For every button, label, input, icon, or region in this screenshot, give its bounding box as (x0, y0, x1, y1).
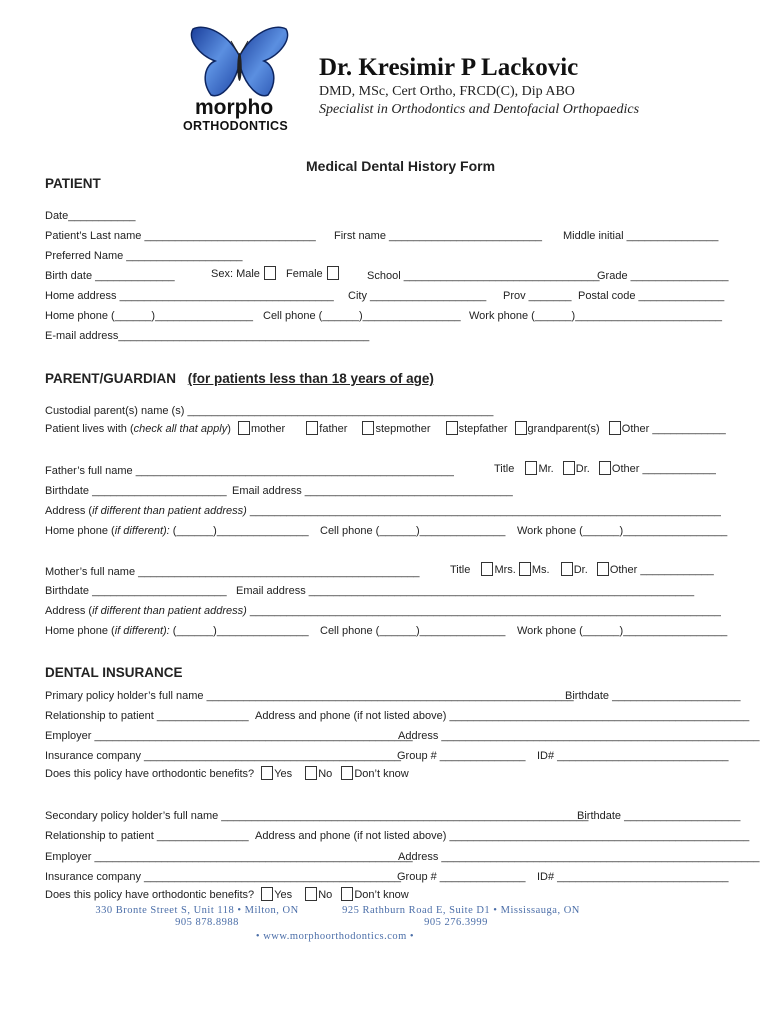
secondary-holder-field[interactable]: Secondary policy holder’s full name ____________________________________________________________ (45, 810, 589, 822)
other-checkbox[interactable] (609, 421, 621, 435)
mother-birthdate-field[interactable]: Birthdate ______________________ (45, 585, 227, 597)
primary-id-field[interactable]: ID# ____________________________ (537, 750, 729, 762)
secondary-group-field[interactable]: Group # ______________ (397, 871, 526, 883)
option-other: Other ____________ (621, 423, 726, 435)
title-mrs: Mrs. (494, 564, 516, 576)
answer-dont-know-2: Don’t know (354, 889, 409, 901)
butterfly-icon (187, 25, 292, 103)
male-checkbox[interactable] (264, 266, 276, 280)
title-ms: Ms. (531, 564, 550, 576)
brand-name: morpho (195, 96, 274, 119)
preferred-name-field[interactable]: Preferred Name ___________________ (45, 250, 243, 262)
answer-no-2: No (318, 889, 333, 901)
email-field[interactable]: E-mail address_________________________________________ (45, 330, 370, 342)
home-address-field[interactable]: Home address ___________________________________ (45, 290, 334, 302)
home-phone-field[interactable]: Home phone (______)________________ (45, 310, 253, 322)
dont-know-checkbox[interactable] (341, 766, 353, 780)
birth-date-field[interactable]: Birth date _____________ (45, 270, 175, 282)
father-work-phone-field[interactable]: Work phone (______)_________________ (517, 525, 728, 537)
benefits-question: Does this policy have orthodontic benefits? (45, 768, 255, 780)
grandparent-checkbox[interactable] (515, 421, 527, 435)
primary-employer-field[interactable]: Employer ____________________________________________________ (45, 730, 413, 742)
benefits-question-2: Does this policy have orthodontic benefits? (45, 889, 255, 901)
father-checkbox[interactable] (306, 421, 318, 435)
footer-address-mississauga: 925 Rathburn Road E, Suite D1 • Mississauga, ON (342, 905, 580, 916)
section-patient: PATIENT (45, 176, 101, 191)
female-checkbox[interactable] (327, 266, 339, 280)
father-email-field[interactable]: Email address __________________________________ (232, 485, 513, 497)
title-other: Other ____________ (611, 463, 716, 475)
postal-code-field[interactable]: Postal code ______________ (578, 290, 725, 302)
sex-male-label: Sex: Male (211, 268, 260, 280)
school-field[interactable]: School ________________________________ (367, 270, 600, 282)
father-home-phone-field[interactable]: Home phone (if different): (______)_______________ (45, 525, 309, 537)
mr-checkbox[interactable] (525, 461, 537, 475)
middle-initial-field[interactable]: Middle initial _______________ (563, 230, 719, 242)
last-name-field[interactable]: Patient’s Last name ____________________________ (45, 230, 316, 242)
footer-address-milton: 330 Bronte Street S, Unit 118 • Milton, ON (95, 905, 299, 916)
form-title: Medical Dental History Form (306, 158, 496, 174)
section-dental-insurance: DENTAL INSURANCE (45, 665, 183, 680)
section-parent-guardian (45, 371, 434, 386)
date-field[interactable]: Date___________ (45, 210, 136, 222)
mother-address-field[interactable]: Address (if different than patient address) _____________________________________________________________________________ (45, 605, 721, 617)
mother-email-field[interactable]: Email address _______________________________________________________________ (236, 585, 695, 597)
footer-phone-milton: 905 878.8988 (175, 917, 239, 928)
brand-sub: ORTHODONTICS (183, 119, 288, 133)
cell-phone-field[interactable]: Cell phone (______)________________ (263, 310, 461, 322)
yes-checkbox[interactable] (261, 766, 273, 780)
option-stepmother: stepmother (375, 423, 431, 435)
father-other-checkbox[interactable] (599, 461, 611, 475)
secondary-address-field[interactable]: Address ____________________________________________________ (398, 851, 760, 863)
no-checkbox[interactable] (305, 766, 317, 780)
stepmother-checkbox[interactable] (362, 421, 374, 435)
work-phone-field[interactable]: Work phone (______)________________________ (469, 310, 723, 322)
primary-addr-phone-field[interactable]: Address and phone (if not listed above) _________________________________________________ (255, 710, 750, 722)
mother-title-dr: Dr. (573, 564, 588, 576)
prov-field[interactable]: Prov _______ (503, 290, 572, 302)
ms-checkbox[interactable] (519, 562, 531, 576)
title-mr: Mr. (538, 463, 554, 475)
answer-yes-2: Yes (274, 889, 293, 901)
option-father: father (319, 423, 348, 435)
secondary-birthdate-field[interactable]: Birthdate ___________________ (577, 810, 741, 822)
dont-know-checkbox-2[interactable] (341, 887, 353, 901)
mother-dr-checkbox[interactable] (561, 562, 573, 576)
custodial-field[interactable]: Custodial parent(s) name (s) __________________________________________________ (45, 405, 494, 417)
father-address-field[interactable]: Address (if different than patient address) _____________________________________________________________________________ (45, 505, 721, 517)
lives-with-row (45, 421, 726, 436)
answer-no: No (318, 768, 333, 780)
primary-company-field[interactable]: Insurance company __________________________________________ (45, 750, 401, 762)
secondary-employer-field[interactable]: Employer ____________________________________________________ (45, 851, 413, 863)
stepfather-checkbox[interactable] (446, 421, 458, 435)
title-label: Title (494, 463, 515, 475)
doctor-specialty: Specialist in Orthodontics and Dentofacial Orthopaedics (319, 102, 640, 117)
primary-relationship-field[interactable]: Relationship to patient _______________ (45, 710, 249, 722)
mother-title-label: Title (450, 564, 471, 576)
option-stepfather: stepfather (458, 423, 508, 435)
mother-title-other: Other ____________ (609, 564, 714, 576)
secondary-benefits-row (45, 887, 409, 902)
secondary-relationship-field[interactable]: Relationship to patient _______________ (45, 830, 249, 842)
first-name-field[interactable]: First name _________________________ (334, 230, 542, 242)
yes-checkbox-2[interactable] (261, 887, 273, 901)
father-birthdate-field[interactable]: Birthdate ______________________ (45, 485, 227, 497)
father-dr-checkbox[interactable] (563, 461, 575, 475)
secondary-id-field[interactable]: ID# ____________________________ (537, 871, 729, 883)
primary-birthdate-field[interactable]: Birthdate _____________________ (565, 690, 741, 702)
guardian-heading: PARENT/GUARDIAN (45, 371, 176, 386)
footer-website-link[interactable]: • www.morphoorthodontics.com • (255, 931, 415, 942)
guardian-note: (for patients less than 18 years of age) (187, 371, 434, 386)
doctor-name: Dr. Kresimir P Lackovic (319, 54, 579, 81)
primary-benefits-row (45, 766, 409, 781)
mrs-checkbox[interactable] (481, 562, 493, 576)
father-name-field[interactable]: Father’s full name ____________________________________________________ (45, 465, 454, 477)
grade-field[interactable]: Grade ________________ (597, 270, 729, 282)
sex-female-label: Female (285, 268, 323, 280)
answer-yes: Yes (274, 768, 293, 780)
no-checkbox-2[interactable] (305, 887, 317, 901)
mother-work-phone-field[interactable]: Work phone (______)_________________ (517, 625, 728, 637)
mother-other-checkbox[interactable] (597, 562, 609, 576)
primary-holder-field[interactable]: Primary policy holder’s full name ____________________________________________________________ (45, 690, 574, 702)
mother-name-field[interactable]: Mother’s full name ______________________________________________ (45, 566, 420, 578)
secondary-company-field[interactable]: Insurance company __________________________________________ (45, 871, 401, 883)
father-cell-phone-field[interactable]: Cell phone (______)______________ (320, 525, 506, 537)
answer-dont-know: Don’t know (354, 768, 409, 780)
sex-row (211, 266, 340, 281)
option-mother: mother (250, 423, 286, 435)
lives-with-label: Patient lives with (check all that apply) (45, 423, 231, 435)
father-title-row (494, 461, 716, 476)
secondary-addr-phone-field[interactable]: Address and phone (if not listed above) _________________________________________________ (255, 830, 750, 842)
doctor-credentials: DMD, MSc, Cert Ortho, FRCD(C), Dip ABO (319, 84, 575, 99)
primary-group-field[interactable]: Group # ______________ (397, 750, 526, 762)
footer-phone-mississauga: 905 276.3999 (424, 917, 488, 928)
option-grandparent: grandparent(s) (527, 423, 600, 435)
mother-home-phone-field[interactable]: Home phone (if different): (______)_______________ (45, 625, 309, 637)
title-dr: Dr. (575, 463, 590, 475)
logo (180, 25, 295, 135)
mother-title-row (450, 562, 714, 577)
city-field[interactable]: City ___________________ (348, 290, 487, 302)
mother-cell-phone-field[interactable]: Cell phone (______)______________ (320, 625, 506, 637)
primary-address-field[interactable]: Address ____________________________________________________ (398, 730, 760, 742)
mother-checkbox[interactable] (238, 421, 250, 435)
